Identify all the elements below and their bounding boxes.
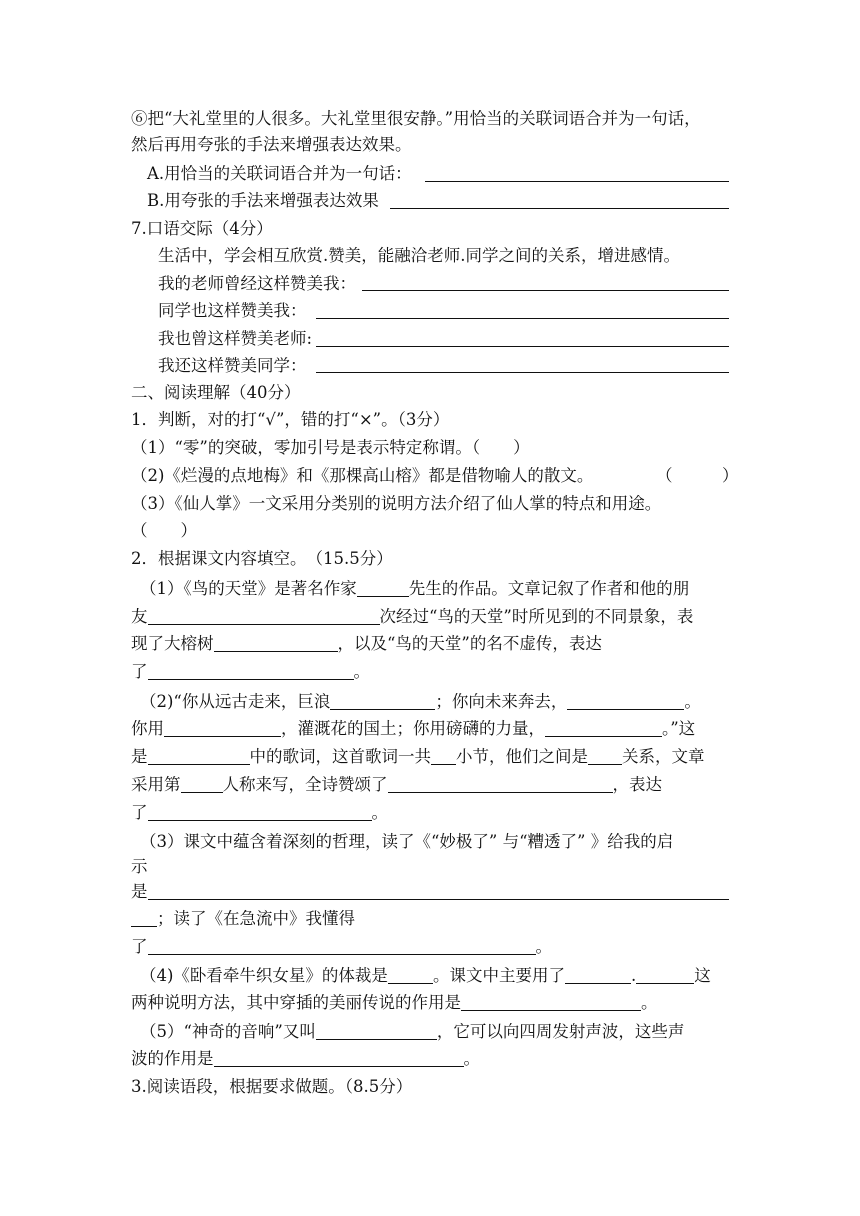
q2-s2-blank-relation[interactable] xyxy=(588,746,622,765)
q2-s5-text-b: ，它可以向四周发射声波，这些声 xyxy=(436,1022,685,1041)
q2-s2-line4 xyxy=(131,772,662,798)
q2-s2-blank-3[interactable] xyxy=(164,718,281,737)
q2-s2-line1 xyxy=(140,689,701,715)
q7-answer-line-1[interactable] xyxy=(362,290,729,291)
q2-s1-text-b: 先生的作品。文章记叙了作者和他的朋 xyxy=(408,579,690,598)
q2-s3-answer-line-1[interactable] xyxy=(148,899,729,900)
q2-s2-text-f: 。”这 xyxy=(662,719,696,738)
s2-q3-title: 3.阅读语段，根据要求做题。（8.5分） xyxy=(131,1077,413,1096)
q2-s3-line4 xyxy=(131,906,355,932)
q2-s2-blank-1[interactable] xyxy=(330,691,435,710)
q2-s3-line5 xyxy=(131,934,552,960)
q2-s2-blank-4[interactable] xyxy=(545,718,662,737)
q7-title: 7.口语交际（4分） xyxy=(131,219,273,238)
q2-s1-blank-tree[interactable] xyxy=(214,633,338,652)
q2-s3-text-e: 了 xyxy=(131,937,148,956)
q6-option-a: A.用恰当的关联词语合并为一句话： xyxy=(147,164,412,183)
q2-s1-text-c: 友 xyxy=(131,607,148,626)
q2-s2-text-a: （2)“你从远古走来，巨浪 xyxy=(140,692,331,711)
q2-s1-text-f: ，以及“鸟的天堂”的名不虚传，表达 xyxy=(337,634,602,653)
s2-q1-item2: （2)《烂漫的点地梅》和《那棵高山榕》都是借物喻人的散文。 xyxy=(131,466,594,485)
q2-s2-text-k: 采用第 xyxy=(131,775,181,794)
q7-prompt-2: 同学也这样赞美我： xyxy=(158,301,307,320)
q2-s4-text-b: 。课文中主要用了 xyxy=(432,966,565,985)
q2-s3-answer-line-1b[interactable] xyxy=(131,908,157,927)
q2-s5-blank-name[interactable] xyxy=(316,1021,437,1040)
q7-answer-line-4[interactable] xyxy=(316,372,729,373)
q2-s1-blank-express[interactable] xyxy=(148,661,354,680)
q6-b-answer-line[interactable] xyxy=(390,208,729,209)
s2-q1-item2-paren[interactable]: （ ） xyxy=(656,466,739,485)
q2-s1-blank-friend[interactable] xyxy=(148,606,380,625)
s2-q1-item3-paren[interactable]: （ ） xyxy=(131,521,197,540)
q2-s4-blank-method2[interactable] xyxy=(636,965,694,984)
q2-s4-text-c: . xyxy=(630,966,637,985)
q2-s4-text-e: 两种说明方法，其中穿插的美丽传说的作用是 xyxy=(131,993,461,1012)
q2-s5-text-d: 。 xyxy=(463,1049,480,1068)
q2-s4-text-a: （4)《卧看牵牛织女星》的体裁是 xyxy=(140,966,388,985)
q7-prompt-3: 我也曾这样赞美老师: xyxy=(158,329,313,348)
q2-s5-text-a: （5）“神奇的音响”又叫 xyxy=(140,1022,316,1041)
q2-s4-line1 xyxy=(140,963,711,989)
q2-s2-text-g: 是 xyxy=(131,747,148,766)
q2-s4-line2 xyxy=(131,990,658,1016)
q2-s5-text-c: 波的作用是 xyxy=(131,1049,214,1068)
s2-q1-item3: （3）《仙人掌》一文采用分类别的说明方法介绍了仙人掌的特点和用途。 xyxy=(131,494,662,513)
s2-q1-item1: （1）“零”的突破，零加引号是表示特定称谓。（ ） xyxy=(131,438,530,457)
q2-s3-text-d: ；读了《在急流中》我懂得 xyxy=(157,909,355,928)
q2-s2-text-b: ；你向未来奔去， xyxy=(435,692,568,711)
q2-s2-line5 xyxy=(131,800,388,826)
q2-s2-text-m: ，表达 xyxy=(612,775,662,794)
q2-s4-text-f: 。 xyxy=(641,993,658,1012)
q2-s5-line1 xyxy=(140,1019,684,1045)
q2-s1-line1 xyxy=(140,576,689,602)
q7-prompt-1: 我的老师曾经这样赞美我： xyxy=(158,274,356,293)
q2-s1-line2 xyxy=(131,604,693,630)
q7-prompt-4: 我还这样赞美同学： xyxy=(158,356,307,375)
q2-s4-blank-genre[interactable] xyxy=(388,965,433,984)
s2-q1-title: 1．判断，对的打“√”，错的打“×”。（3分） xyxy=(131,410,450,429)
q2-s4-blank-method1[interactable] xyxy=(565,965,631,984)
q2-s2-line3 xyxy=(131,744,705,770)
q2-s1-text-a: （1）《鸟的天堂》是著名作家 xyxy=(140,579,357,598)
q2-s2-text-i: 小节，他们之间是 xyxy=(456,747,588,766)
q2-s1-text-h: 。 xyxy=(353,662,370,681)
q2-s2-text-e: ，灌溉花的国土；你用磅礴的力量， xyxy=(281,719,545,738)
q2-s2-blank-2[interactable] xyxy=(567,691,684,710)
q2-s3-line3: 是 xyxy=(131,882,148,901)
q2-s2-text-o: 。 xyxy=(371,803,388,822)
q2-s1-blank-author[interactable] xyxy=(357,578,409,597)
q2-s2-text-d: 你用 xyxy=(131,719,164,738)
q2-s3-line2: 示 xyxy=(131,857,148,876)
q2-s2-blank-person[interactable] xyxy=(181,774,223,793)
q2-s1-line3 xyxy=(131,631,602,657)
q7-intro: 生活中，学会相互欣赏.赞美，能融洽老师.同学之间的关系，增进感情。 xyxy=(158,246,680,265)
q2-s2-blank-praise[interactable] xyxy=(388,774,613,793)
q2-s2-text-l: 人称来写，全诗赞颂了 xyxy=(222,775,388,794)
q7-answer-line-2[interactable] xyxy=(316,318,729,319)
q2-s2-text-n: 了 xyxy=(131,803,148,822)
q2-s1-text-e: 现了大榕树 xyxy=(131,634,214,653)
q6-line2: 然后再用夸张的手法来增强表达效果。 xyxy=(131,135,412,154)
section2-title: 二、阅读理解（40分） xyxy=(131,383,301,402)
q2-s2-text-c: 。 xyxy=(684,692,701,711)
q2-s4-blank-legend[interactable] xyxy=(461,992,641,1011)
q2-s2-text-h: 中的歌词，这首歌词一共 xyxy=(249,747,431,766)
q2-s4-text-d: 这 xyxy=(694,966,711,985)
q2-s1-text-g: 了 xyxy=(131,662,148,681)
q2-s3-text-f: 。 xyxy=(535,937,552,956)
q2-s2-blank-song[interactable] xyxy=(148,746,250,765)
q6-line1: ⑥把“大礼堂里的人很多。大礼堂里很安静。”用恰当的关联词语合并为一句话， xyxy=(131,109,701,128)
q2-s3-answer-line-2[interactable] xyxy=(148,936,536,955)
q6-a-answer-line[interactable] xyxy=(425,181,729,182)
q2-s1-text-d: 次经过“鸟的天堂”时所见到的不同景象，表 xyxy=(379,607,694,626)
q7-answer-line-3[interactable] xyxy=(316,346,729,347)
q2-s5-line2 xyxy=(131,1046,480,1072)
q2-s3-line1: （3）课文中蕴含着深刻的哲理，读了《“妙极了” 与“糟透了” 》给我的启 xyxy=(140,832,674,851)
s2-q2-title: 2．根据课文内容填空。 （15.5分） xyxy=(131,549,393,568)
q2-s2-line2 xyxy=(131,716,695,742)
q2-s2-blank-express[interactable] xyxy=(148,802,372,821)
q2-s1-line4 xyxy=(131,659,370,685)
q2-s2-blank-count[interactable] xyxy=(431,746,456,765)
q6-option-b: B.用夸张的手法来增强表达效果 xyxy=(147,191,379,210)
q2-s5-blank-usage[interactable] xyxy=(214,1048,464,1067)
q2-s2-text-j: 关系，文章 xyxy=(622,747,705,766)
